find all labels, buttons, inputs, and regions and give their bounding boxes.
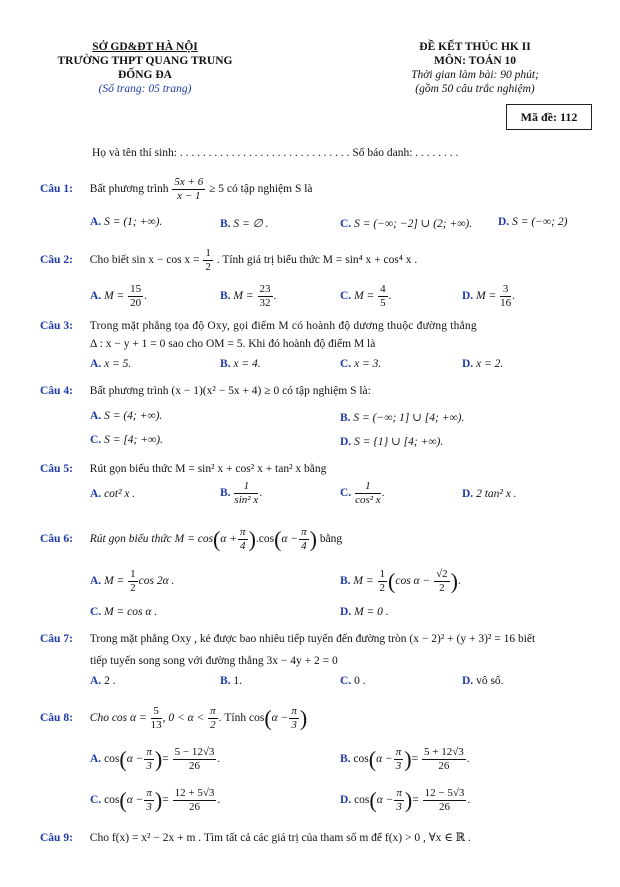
question-text: Trong mặt phẳng Oxy , kẻ được bao nhiêu tiếp tuyến đến đường tròn (x − 2)² + (y + 3)² = 16 biết	[89, 633, 536, 645]
option-5a[interactable]: A. cot² x .	[90, 488, 136, 500]
option-7c[interactable]: C. 0 .	[340, 675, 366, 687]
question-7-line2: tiếp tuyến song song với đường thẳng 3x − 4y + 2 = 0	[90, 655, 338, 667]
question-text: Trong mặt phẳng tọa độ Oxy, gọi điểm M có hoành độ dương thuộc đường thẳng	[89, 320, 477, 332]
option-3b[interactable]: B. x = 4.	[220, 358, 261, 370]
question-label: Câu 7:	[40, 633, 73, 645]
question-label: Câu 6:	[40, 533, 73, 546]
question-2	[40, 247, 417, 274]
option-2d[interactable]: D. M = $\frac{3}{16}$ .	[462, 283, 516, 309]
question-text: Bất phương trình (x − 1)(x² − 5x + 4) ≥ 0 có tập nghiệm S là:	[89, 385, 371, 397]
question-label: Câu 8:	[40, 712, 73, 725]
option-8c[interactable]: C. cos(α − $\frac{\pi}{3}$ )= $\frac{12 + 5√3}{26}$ .	[90, 787, 221, 813]
option-6a[interactable]: A. M = $\frac{1}{2}$ cos 2α .	[90, 568, 175, 594]
option-1c[interactable]: C. S = (−∞; −2] ∪ (2; +∞).	[340, 218, 473, 230]
option-4d[interactable]: D. S = {1} ∪ [4; +∞).	[340, 436, 444, 448]
question-text: Cho f(x) = x² − 2x + m . Tìm tất cả các giá trị của tham số m để f(x) > 0 , ∀x ∈ ℝ .	[89, 832, 471, 844]
question-text: Bất phương trình	[89, 183, 169, 196]
question-label: Câu 4:	[40, 385, 73, 397]
option-6d[interactable]: D. M = 0 .	[340, 606, 389, 618]
question-text: Cho biết sin x − cos x =	[89, 254, 200, 267]
option-3c[interactable]: C. x = 3.	[340, 358, 382, 370]
option-8b[interactable]: B. cos(α − $\frac{\pi}{3}$ )= $\frac{5 + 12√3}{26}$ .	[340, 746, 470, 772]
question-7	[40, 633, 535, 645]
option-5c[interactable]: C. $\frac{1}{\text{cos² x}}$ .	[340, 480, 385, 506]
question-text: . Tính giá trị biểu thức M = sin⁴ x + cos⁴ x .	[216, 254, 418, 267]
question-text: bằng	[319, 533, 343, 546]
option-2b[interactable]: B. M = $\frac{23}{32}$ .	[220, 283, 277, 309]
option-5b[interactable]: B. $\frac{1}{\text{sin² x}}$ .	[220, 480, 263, 506]
question-3-line2: Δ : x − y + 1 = 0 sao cho OM = 5. Khi đó hoành độ điểm M là	[90, 338, 376, 350]
question-5	[40, 463, 326, 475]
option-8a[interactable]: A. cos(α − $\frac{\pi}{3}$ )= $\frac{5 - 12√3}{26}$ .	[90, 746, 221, 772]
question-label: Câu 9:	[40, 832, 73, 844]
option-1d[interactable]: D. S = (−∞; 2)	[498, 216, 568, 228]
option-6c[interactable]: C. M = cos α .	[90, 606, 158, 618]
option-4a[interactable]: A. S = (4; +∞).	[90, 410, 163, 422]
option-1b[interactable]: B. S = ∅ .	[220, 218, 269, 230]
student-info-line: Họ và tên thí sinh: . . . . . . . . . . . . . . . . . . . . . . . . . . . . . . Số báo danh: . . . . . . . .	[92, 147, 459, 159]
question-1	[40, 176, 313, 203]
option-2c[interactable]: C. M = $\frac{4}{5}$ .	[340, 283, 392, 309]
exam-header	[330, 40, 620, 96]
question-6: Câu 6: Rút gọn biểu thức M = cos(α + $\frac{\pi}{4}$ ).cos(α − $\frac{\pi}{4}$ ) bằng	[40, 526, 343, 552]
fraction: $\frac{1}{2}$	[205, 247, 211, 273]
question-9	[40, 830, 471, 844]
option-7d[interactable]: D. vô số.	[462, 675, 504, 687]
school-name: TRƯỜNG THPT QUANG TRUNG	[57, 55, 233, 67]
exam-title: ĐỀ KẾT THÚC HK II	[419, 41, 531, 53]
option-4b[interactable]: B. S = (−∞; 1] ∪ [4; +∞).	[340, 412, 465, 424]
school-header	[20, 40, 270, 96]
fraction: $\frac{5x + 6}{x - 1}$	[174, 176, 204, 202]
option-3d[interactable]: D. x = 2.	[462, 358, 504, 370]
option-6b[interactable]: B. M = $\frac{1}{2}$ (cos α − $\frac{√2}{2}$ ).	[340, 568, 461, 594]
option-8d[interactable]: D. cos(α − $\frac{\pi}{3}$ )= $\frac{12 - 5√3}{26}$ .	[340, 787, 471, 813]
question-text: ≥ 5 có tập nghiệm S là	[209, 183, 313, 196]
question-text: Rút gọn biểu thức M = sin² x + cos² x + tan² x bằng	[89, 463, 327, 475]
option-2a[interactable]: A. M = $\frac{15}{20}$ .	[90, 283, 148, 309]
duration: Thời gian làm bài: 90 phút;	[411, 69, 539, 81]
option-7a[interactable]: A. 2 .	[90, 675, 116, 687]
question-label: Câu 2:	[40, 254, 73, 267]
question-count: (gồm 50 câu trắc nghiệm)	[415, 83, 535, 95]
question-3	[40, 320, 477, 332]
exam-code-box: Mã đề: 112	[506, 104, 592, 130]
question-label: Câu 1:	[40, 183, 73, 196]
district-name: ĐỐNG ĐA	[118, 69, 172, 81]
question-label: Câu 3:	[40, 320, 73, 332]
question-label: Câu 5:	[40, 463, 73, 475]
option-7b[interactable]: B. 1.	[220, 675, 243, 687]
option-1a[interactable]: A. S = (1; +∞).	[90, 216, 163, 228]
question-text: Cho cos α =	[89, 712, 147, 725]
subject: MÔN: TOÁN 10	[434, 55, 516, 67]
page-count: (Số trang: 05 trang)	[98, 83, 192, 95]
question-text: Rút gọn biểu thức M = cos	[89, 533, 214, 546]
question-4	[40, 385, 371, 397]
option-4c[interactable]: C. S = [4; +∞).	[90, 434, 163, 446]
option-5d[interactable]: D. 2 tan² x .	[462, 488, 517, 500]
dept-name: SỞ GD&ĐT HÀ NỘI	[92, 41, 198, 53]
question-8: Câu 8: Cho cos α = $\frac{5}{13}$ , 0 < α < $\frac{\pi}{2}$ . Tính cos(α − $\frac{\pi}{3}$ )	[40, 705, 308, 731]
option-3a[interactable]: A. x = 5.	[90, 358, 132, 370]
